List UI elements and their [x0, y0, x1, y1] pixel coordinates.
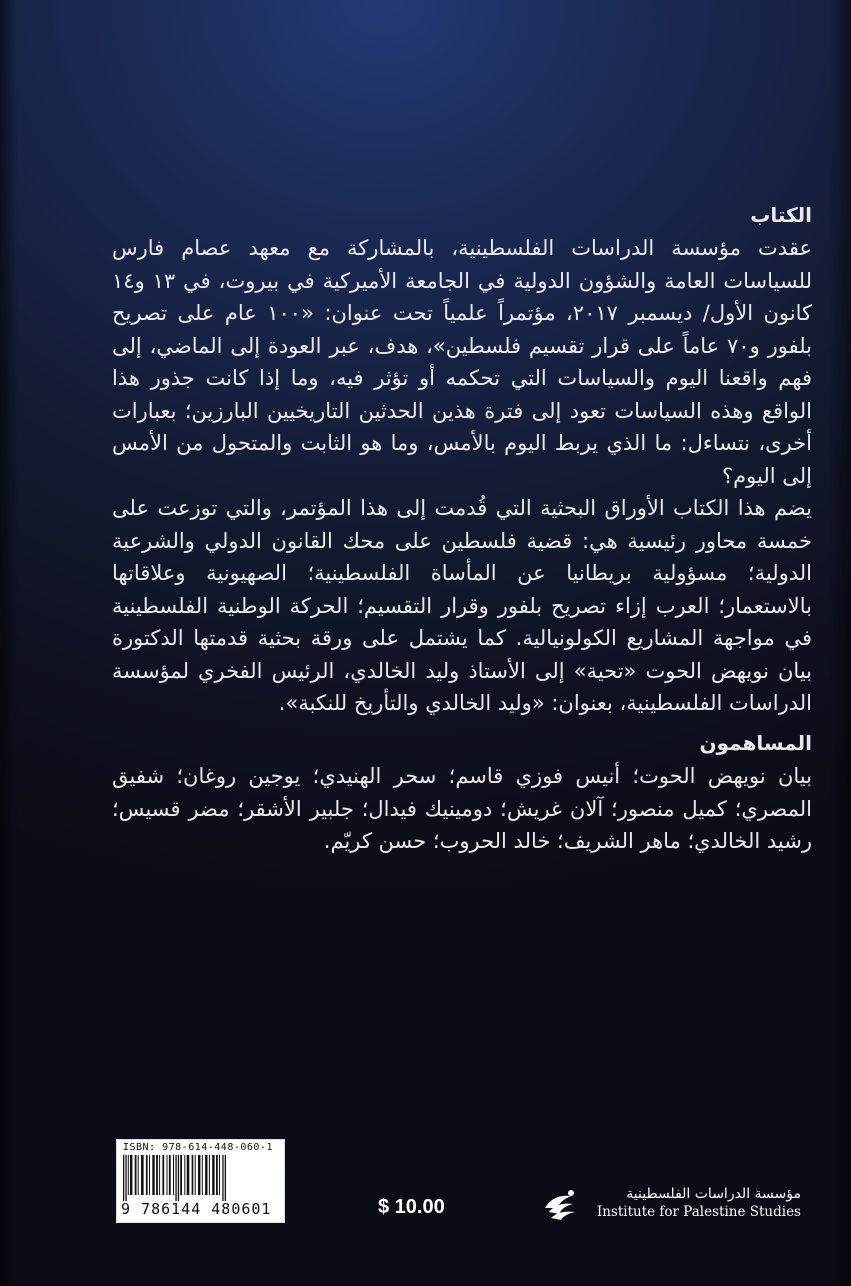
barcode-bars — [123, 1155, 278, 1201]
publisher-name-arabic: مؤسسة الدراسات الفلسطينية — [626, 1186, 801, 1202]
contributors-list: بيان نويهض الحوت؛ أنيس فوزي قاسم؛ سحر الهنيدي؛ يوجين روغان؛ شفيق المصري؛ كميل منصور؛ آلان غريش؛ دومينيك فيدال؛ جلبير الأشقر؛ مضر قسيس؛ رشيد الخالدي؛ ماهر الشريف؛ خالد الحروب؛ حسن كريّم. — [112, 764, 812, 853]
book-paragraph-1: عقدت مؤسسة الدراسات الفلسطينية، بالمشاركة مع معهد عصام فارس للسياسات العامة والشؤون الدولية في الجامعة الأميركية في بيروت، في ١٣ و١٤ كانون الأول/ ديسمبر ٢٠١٧، مؤتمراً علمياً تحت عنوان: «١٠٠ عام على تصريح بلفور و٧٠ عاماً على قرار تقسيم فلسطين»، هدف، عبر العودة إلى الماضي، إلى فهم واقعنا اليوم والسياسات التي تحكمه أو تؤثر فيه، وما إذا كانت جذور هذا الواقع وهذه السياسات تعود إلى فترة هذين الحدثين التاريخيين البارزين؛ بعبارات أخرى، نتساءل: ما الذي يربط اليوم بالأمس، وما هو الثابت والمتحول من الأمس إلى اليوم؟ — [112, 236, 813, 488]
barcode-number: 9 786144 480601 — [121, 1200, 272, 1218]
contributors-section — [112, 726, 812, 858]
book-heading: الكتاب — [750, 203, 812, 227]
barcode — [116, 1139, 285, 1223]
book-paragraph-2: يضم هذا الكتاب الأوراق البحثية التي قُدمت إلى هذا المؤتمر، والتي توزعت على خمسة محاور رئيسية هي: قضية فلسطين على محك القانون الدولي والشرعية الدولية؛ مسؤولية بريطانيا عن المأساة الفلسطينية؛ الصهيونية وعلاقاتها بالاستعمار؛ العرب إزاء تصريح بلفور وقرار التقسيم؛ الحركة الوطنية الفلسطينية في مواجهة المشاريع الكولونيالية. كما يشتمل على ورقة بحثية قدمتها الدكتورة بيان نويهض الحوت «تحية» إلى الأستاذ وليد الخالدي، الرئيس الفخري لمؤسسة الدراسات الفلسطينية، بعنوان: «وليد الخالدي والتأريخ للنكبة». — [112, 496, 812, 715]
contributors-heading: المساهمون — [699, 731, 812, 755]
book-section — [112, 198, 812, 720]
publisher-name-english: Institute for Palestine Studies — [596, 1204, 801, 1220]
isbn-label: ISBN: 978-614-448-060-1 — [123, 1142, 273, 1153]
publisher-block — [541, 1188, 801, 1222]
ips-logo-icon — [541, 1188, 579, 1222]
price-label: $ 10.00 — [378, 1196, 445, 1218]
